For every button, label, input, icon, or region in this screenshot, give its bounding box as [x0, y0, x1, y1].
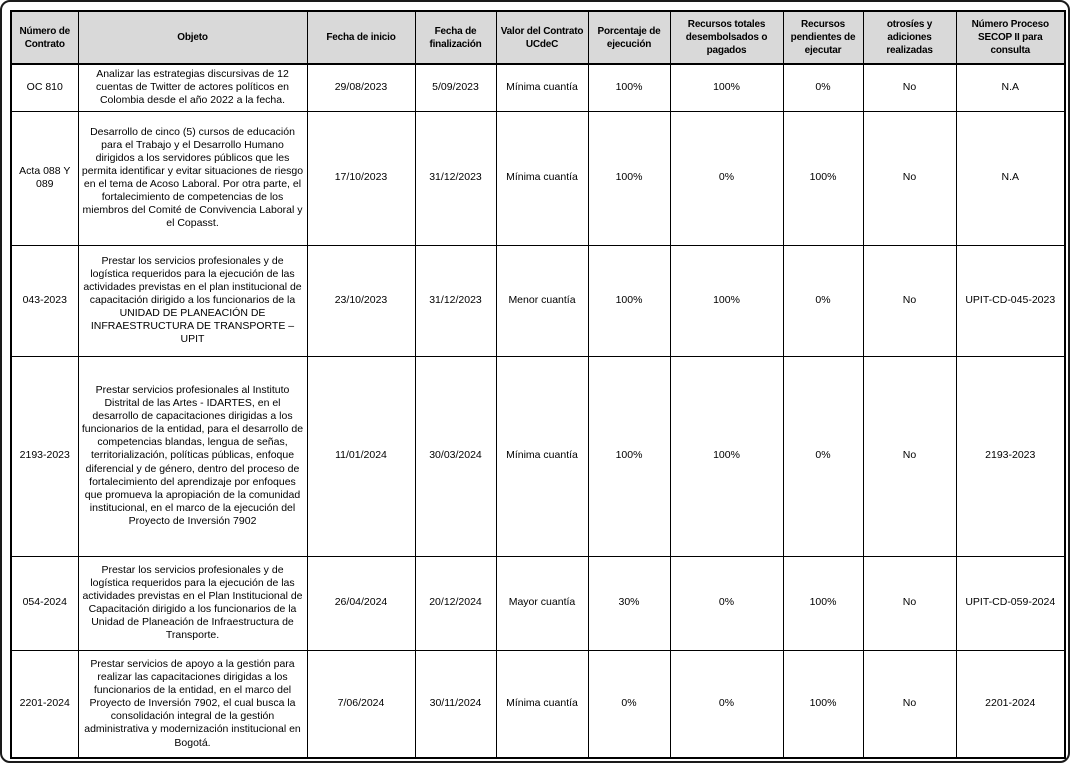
cell-recursos-pendientes: 0% — [783, 64, 863, 111]
cell-fecha-finalizacion: 31/12/2023 — [415, 111, 496, 245]
cell-valor-contrato: Mínima cuantía — [496, 111, 588, 245]
cell-valor-contrato: Menor cuantía — [496, 245, 588, 356]
cell-otrosies-adiciones: No — [863, 356, 956, 556]
header-numero-proceso-secop: Número Proceso SECOP II para consulta — [956, 11, 1065, 64]
cell-objeto: Prestar los servicios profesionales y de logística requeridos para la ejecución de las actividades previstas en el Plan Institucional de Capacitación dirigido a los funcionarios de la Unidad de Planeación de Infraestructura de Transporte. — [78, 556, 307, 650]
header-fecha-inicio: Fecha de inicio — [307, 11, 415, 64]
table-row — [11, 64, 1065, 111]
cell-numero-proceso-secop: N.A — [956, 64, 1065, 111]
cell-recursos-pendientes: 100% — [783, 556, 863, 650]
header-numero-contrato: Número de Contrato — [11, 11, 78, 64]
cell-fecha-inicio: 17/10/2023 — [307, 111, 415, 245]
header-valor-contrato: Valor del Contrato UCdeC — [496, 11, 588, 64]
cell-porcentaje-ejecucion: 100% — [588, 111, 670, 245]
cell-porcentaje-ejecucion: 100% — [588, 245, 670, 356]
cell-objeto: Prestar servicios de apoyo a la gestión para realizar las capacitaciones dirigidas a los funcionarios de la entidad, en el marco del Proyecto de Inversión 7902, el cual busca la consolidación integral de la gestión administrativa y modernización institucional en Bogotá. — [78, 650, 307, 758]
cell-otrosies-adiciones: No — [863, 650, 956, 758]
cell-fecha-finalizacion: 31/12/2023 — [415, 245, 496, 356]
header-objeto: Objeto — [78, 11, 307, 64]
table-row — [11, 650, 1065, 758]
cell-fecha-inicio: 7/06/2024 — [307, 650, 415, 758]
header-recursos-desembolsados: Recursos totales desembolsados o pagados — [670, 11, 783, 64]
cell-recursos-desembolsados: 100% — [670, 245, 783, 356]
cell-numero-contrato: 2201-2024 — [11, 650, 78, 758]
table-row — [11, 556, 1065, 650]
cell-valor-contrato: Mínima cuantía — [496, 650, 588, 758]
cell-numero-contrato: Acta 088 Y 089 — [11, 111, 78, 245]
cell-recursos-desembolsados: 0% — [670, 111, 783, 245]
header-recursos-pendientes: Recursos pendientes de ejecutar — [783, 11, 863, 64]
cell-recursos-desembolsados: 100% — [670, 64, 783, 111]
cell-fecha-finalizacion: 30/03/2024 — [415, 356, 496, 556]
cell-recursos-pendientes: 100% — [783, 650, 863, 758]
cell-fecha-finalizacion: 30/11/2024 — [415, 650, 496, 758]
cell-otrosies-adiciones: No — [863, 64, 956, 111]
table-row — [11, 356, 1065, 556]
header-porcentaje-ejecucion: Porcentaje de ejecución — [588, 11, 670, 64]
cell-numero-contrato: 2193-2023 — [11, 356, 78, 556]
cell-numero-proceso-secop: 2201-2024 — [956, 650, 1065, 758]
header-fecha-finalizacion: Fecha de finalización — [415, 11, 496, 64]
cell-recursos-desembolsados: 0% — [670, 556, 783, 650]
table-row — [11, 111, 1065, 245]
cell-porcentaje-ejecucion: 100% — [588, 356, 670, 556]
cell-valor-contrato: Mínima cuantía — [496, 64, 588, 111]
cell-objeto: Prestar servicios profesionales al Instituto Distrital de las Artes - IDARTES, en el desarrollo de capacitaciones dirigidas a los funcionarios de la entidad, para el desarrollo de competencias blandas, lengua de señas, territorialización, políticas públicas, enfoque diferencial y de género, dentro del proceso de fortalecimiento del aprendizaje por enfoques que promueva la apropiación de la comunidad institucional, en el marco de la ejecución del Proyecto de Inversión 7902 — [78, 356, 307, 556]
cell-porcentaje-ejecucion: 30% — [588, 556, 670, 650]
cell-fecha-inicio: 29/08/2023 — [307, 64, 415, 111]
cell-numero-contrato: OC 810 — [11, 64, 78, 111]
cell-fecha-finalizacion: 5/09/2023 — [415, 64, 496, 111]
cell-objeto: Prestar los servicios profesionales y de logística requeridos para la ejecución de las actividades previstas en el plan institucional de capacitación dirigido a los funcionarios de la UNIDAD DE PLANEACIÓN DE INFRAESTRUCTURA DE TRANSPORTE – UPIT — [78, 245, 307, 356]
cell-recursos-pendientes: 0% — [783, 245, 863, 356]
cell-fecha-finalizacion: 20/12/2024 — [415, 556, 496, 650]
cell-fecha-inicio: 11/01/2024 — [307, 356, 415, 556]
cell-numero-proceso-secop: UPIT-CD-059-2024 — [956, 556, 1065, 650]
cell-otrosies-adiciones: No — [863, 556, 956, 650]
cell-recursos-pendientes: 100% — [783, 111, 863, 245]
cell-porcentaje-ejecucion: 100% — [588, 64, 670, 111]
cell-valor-contrato: Mínima cuantía — [496, 356, 588, 556]
cell-numero-proceso-secop: N.A — [956, 111, 1065, 245]
cell-recursos-desembolsados: 0% — [670, 650, 783, 758]
table-header-row — [11, 11, 1065, 64]
contracts-table — [10, 10, 1066, 759]
header-otrosies-adiciones: otrosíes y adiciones realizadas — [863, 11, 956, 64]
cell-otrosies-adiciones: No — [863, 245, 956, 356]
cell-porcentaje-ejecucion: 0% — [588, 650, 670, 758]
cell-objeto: Desarrollo de cinco (5) cursos de educación para el Trabajo y el Desarrollo Humano dirigidos a los servidores públicos que les permita identificar y evitar situaciones de riesgo en el tema de Acoso Laboral. Por otra parte, el fortalecimiento de competencias de los miembros del Comité de Convivencia Laboral y el Copasst. — [78, 111, 307, 245]
cell-otrosies-adiciones: No — [863, 111, 956, 245]
cell-numero-proceso-secop: 2193-2023 — [956, 356, 1065, 556]
cell-recursos-desembolsados: 100% — [670, 356, 783, 556]
cell-fecha-inicio: 23/10/2023 — [307, 245, 415, 356]
cell-numero-contrato: 043-2023 — [11, 245, 78, 356]
cell-numero-contrato: 054-2024 — [11, 556, 78, 650]
cell-recursos-pendientes: 0% — [783, 356, 863, 556]
cell-fecha-inicio: 26/04/2024 — [307, 556, 415, 650]
cell-objeto: Analizar las estrategias discursivas de 12 cuentas de Twitter de actores políticos en Colombia desde el año 2022 a la fecha. — [78, 64, 307, 111]
table-row — [11, 245, 1065, 356]
cell-numero-proceso-secop: UPIT-CD-045-2023 — [956, 245, 1065, 356]
cell-valor-contrato: Mayor cuantía — [496, 556, 588, 650]
